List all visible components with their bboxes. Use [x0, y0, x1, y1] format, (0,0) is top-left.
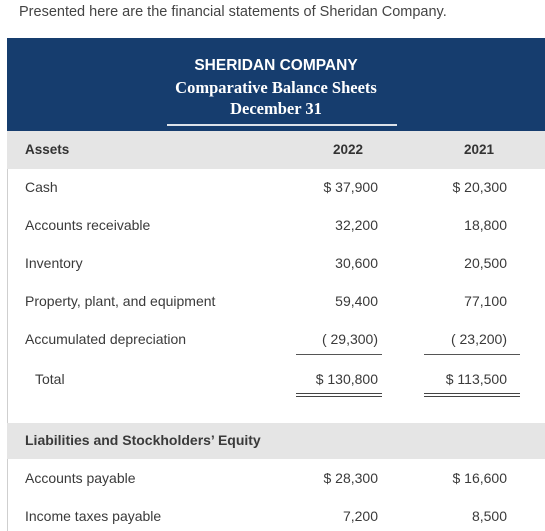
asset-value-2021: 18,800	[464, 217, 507, 233]
asset-row-label: Cash	[25, 179, 58, 195]
asset-value-2021: $ 20,300	[452, 179, 507, 195]
asset-row-label: Inventory	[25, 255, 83, 271]
total-double-rule-2021	[424, 393, 520, 397]
liabilities-heading: Liabilities and Stockholders’ Equity	[25, 432, 261, 448]
statement-title-band	[7, 38, 545, 131]
company-name: SHERIDAN COMPANY	[194, 57, 358, 74]
liability-value-2022: $ 28,300	[323, 470, 378, 486]
asset-row-label: Accounts receivable	[25, 217, 151, 233]
asset-value-2022: ( 29,300)	[321, 331, 378, 347]
asset-value-2022: $ 37,900	[323, 179, 378, 195]
statement-title: Comparative Balance Sheets	[175, 78, 377, 97]
total-value-2021: $ 113,500	[445, 371, 507, 387]
title-underline	[167, 124, 397, 126]
asset-row-label: Property, plant, and equipment	[25, 293, 216, 309]
asset-row-label: Accumulated depreciation	[25, 331, 187, 347]
statement-date: December 31	[230, 99, 322, 118]
assets-header: Assets	[25, 142, 70, 157]
asset-value-2021: ( 23,200)	[450, 331, 507, 347]
total-double-rule-2022	[296, 393, 382, 397]
subtotal-rule-2022	[296, 354, 382, 355]
column-header-row	[7, 131, 545, 169]
liability-value-2021: $ 16,600	[452, 470, 507, 486]
total-label: Total	[35, 371, 65, 387]
year-2022-header: 2022	[333, 142, 364, 157]
liability-row-label: Accounts payable	[25, 470, 136, 486]
liability-value-2022: 7,200	[342, 508, 378, 524]
liability-value-2021: 8,500	[471, 508, 507, 524]
asset-value-2021: 77,100	[464, 293, 507, 309]
asset-value-2022: 59,400	[335, 293, 378, 309]
year-2021-header: 2021	[464, 142, 495, 157]
asset-value-2021: 20,500	[464, 255, 507, 271]
intro-text: Presented here are the financial statements of Sheridan Company.	[19, 4, 447, 20]
total-value-2022: $ 130,800	[315, 371, 378, 387]
liability-row-label: Income taxes payable	[25, 508, 162, 524]
asset-value-2022: 30,600	[335, 255, 378, 271]
subtotal-rule-2021	[424, 354, 520, 355]
asset-value-2022: 32,200	[335, 217, 378, 233]
